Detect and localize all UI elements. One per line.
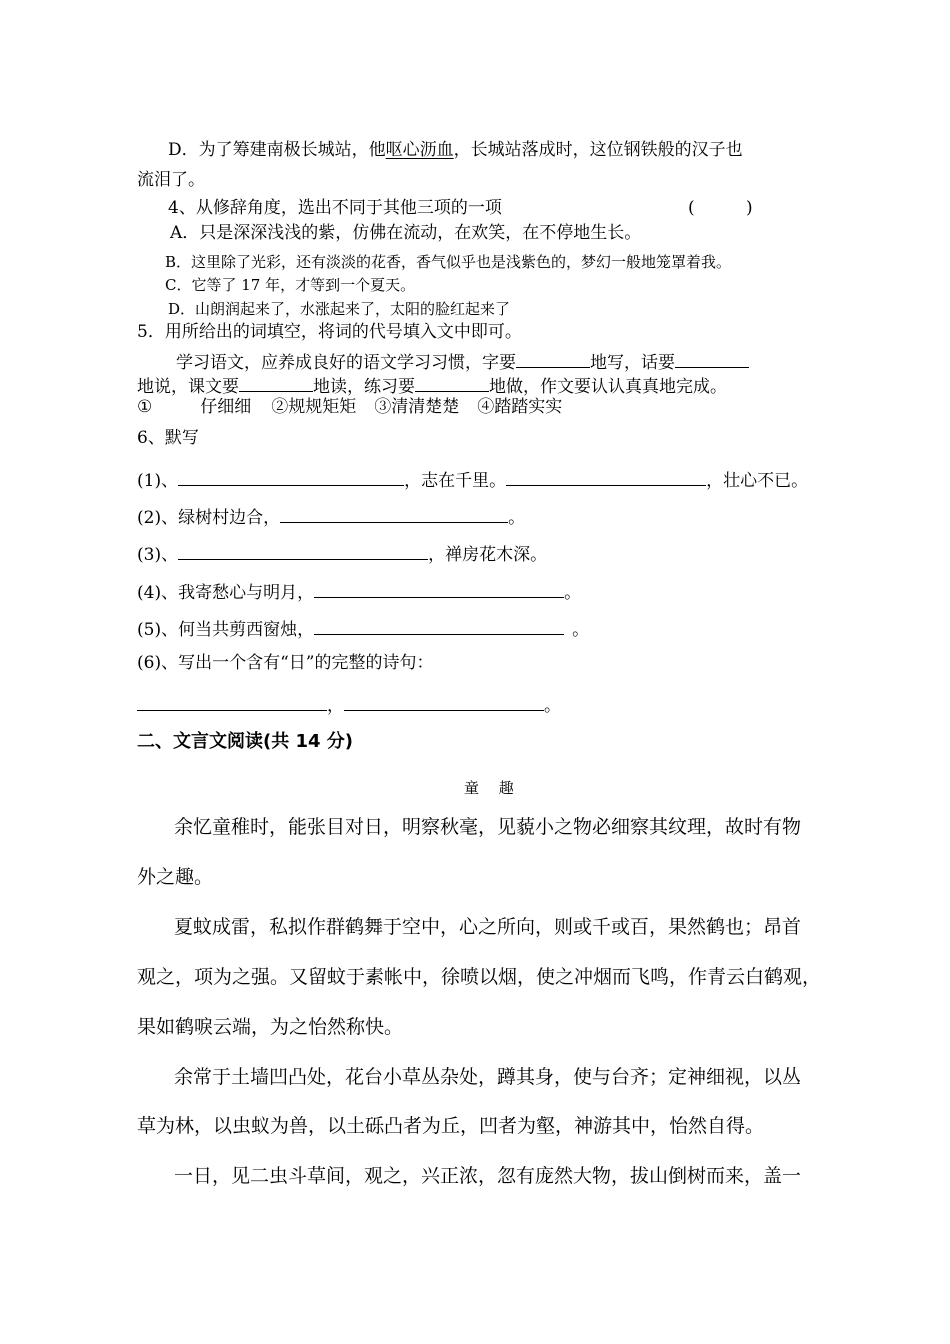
q6-item-3: [137, 542, 547, 564]
q5-option-2: ②规规矩矩: [271, 397, 357, 417]
q4-option-a: A．只是深深浅浅的紫，仿佛在流动，在欢笑，在不停地生长。: [170, 223, 642, 243]
q6-text: 。: [564, 583, 582, 603]
q5-text: 地做，作文要认认真真地完成。: [489, 377, 727, 397]
q5-passage-line2: [137, 374, 727, 396]
q6-text: (2)、绿树村边合，: [137, 508, 281, 528]
q5-text: 学习语文，应养成良好的语文学习习惯，字要: [176, 353, 516, 373]
q5-stem: 5．用所给出的词填空，将词的代号填入文中即可。: [137, 322, 522, 342]
passage-para3-line2: 草为林，以虫蚁为兽，以土砾凸者为丘，凹者为壑，神游其中，怡然自得。: [137, 1115, 765, 1137]
q5-text: 地写，话要: [590, 353, 675, 373]
q6-item-4: [137, 580, 581, 602]
q5-blank-3[interactable]: [239, 374, 313, 392]
q6-item-1: [137, 468, 808, 490]
passage-title: 童 趣: [464, 779, 514, 797]
q5-option-1: 仔细细: [200, 397, 252, 417]
q6-text: 。: [544, 696, 561, 716]
q6-item-6-stem: (6)、写出一个含有“日”的完整的诗句：: [137, 653, 434, 673]
q6-stem: 6、默写: [137, 428, 199, 448]
q6-item-2: [137, 505, 525, 527]
passage-para3-line1: 余常于土墙凹凸处，花台小草丛杂处，蹲其身，使与台齐；定神细视，以丛: [174, 1066, 802, 1088]
section-heading: 二、文言文阅读(共 14 分): [137, 731, 354, 752]
passage-para2-line3: 果如鹤唳云端，为之怡然称快。: [137, 1016, 404, 1038]
passage-para2-line1: 夏蚊成雷，私拟作群鹤舞于空中，心之所向，则或千或百，果然鹤也；昂首: [174, 916, 802, 938]
passage-para2-line2: 观之，项为之强。又留蚊于素帐中，徐喷以烟，使之冲烟而飞鸣，作青云白鹤观，: [137, 966, 822, 988]
q5-option-3: ③清清楚楚: [374, 397, 460, 417]
q6-text: (5)、何当共剪西窗烛，: [137, 620, 315, 640]
passage-para1-line1: 余忆童稚时，能张目对日，明察秋毫，见藐小之物必细察其纹理，故时有物: [174, 816, 802, 838]
q6-blank-1a[interactable]: [178, 468, 404, 486]
q4-option-b: B．这里除了光彩，还有淡淡的花香，香气似乎也是浅紫色的，梦幻一般地笼罩着我。: [165, 253, 732, 271]
q5-option-4: ④踏踏实实: [477, 397, 563, 417]
passage-para1-line2: 外之趣。: [137, 866, 214, 888]
q4-answer-paren-open: (: [688, 198, 695, 218]
q4-answer-paren-close: ): [746, 198, 753, 218]
q6-item-label: (1)、: [137, 471, 179, 491]
q6-blank-2[interactable]: [280, 505, 508, 523]
passage-para4-line1: 一日，见二虫斗草间，观之，兴正浓，忽有庞然大物，拔山倒树而来，盖一: [174, 1165, 802, 1187]
q5-passage-line1: [176, 350, 749, 372]
q5-blank-4[interactable]: [415, 374, 489, 392]
q3d-text-pre: D．为了筹建南极长城站，他: [168, 140, 386, 160]
q6-blank-1b[interactable]: [506, 468, 706, 486]
q5-blank-1[interactable]: [516, 350, 590, 368]
q6-text: 。: [572, 620, 590, 640]
q6-item-6-answer: [137, 693, 561, 715]
q6-text: ，: [327, 696, 344, 716]
q6-blank-6a[interactable]: [137, 693, 327, 711]
q6-text: ，禅房花木深。: [428, 545, 548, 565]
q6-text: ，壮心不已。: [706, 471, 809, 491]
q3d-underlined-word: 呕心沥血: [385, 140, 454, 160]
q5-blank-2[interactable]: [675, 350, 749, 368]
q3-option-d-line1: [168, 142, 743, 159]
q6-item-5: [137, 617, 589, 639]
q6-text: (4)、我寄愁心与明月，: [137, 583, 315, 603]
q5-text: 地说，课文要: [137, 377, 239, 397]
q5-option-1-number: ①: [137, 397, 153, 417]
q3-option-d-line2: 流泪了。: [137, 170, 205, 190]
q6-item-label: (3)、: [137, 545, 179, 565]
q4-option-d: D．山朗润起来了，水涨起来了，太阳的脸红起来了: [168, 300, 511, 318]
q6-blank-3[interactable]: [178, 542, 428, 560]
q6-blank-6b[interactable]: [344, 693, 544, 711]
q4-stem: 4、从修辞角度，选出不同于其他三项的一项: [168, 198, 502, 218]
q6-text: 。: [508, 508, 526, 528]
q5-text: 地读，练习要: [313, 377, 415, 397]
q6-text: ，志在千里。: [404, 471, 507, 491]
q3d-text-post: ，长城站落成时，这位钢铁般的汉子也: [453, 140, 743, 160]
q4-option-c: C．它等了 17 年，才等到一个夏天。: [165, 276, 416, 294]
q5-options: [137, 399, 562, 416]
q6-blank-4[interactable]: [314, 580, 564, 598]
q6-blank-5[interactable]: [314, 617, 564, 635]
